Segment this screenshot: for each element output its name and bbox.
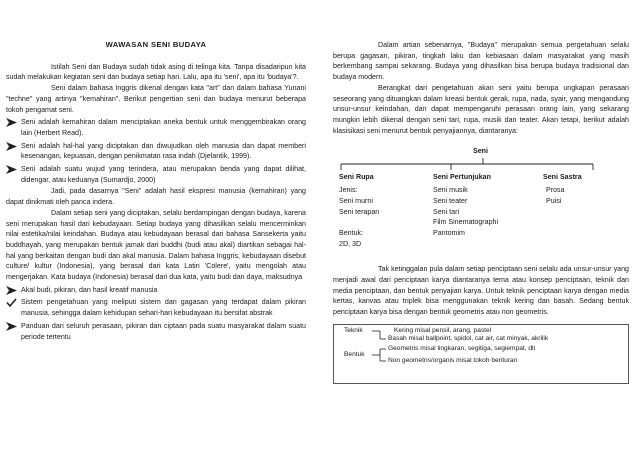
tree-seni-rupa-items: Jenis: Seni murni Seni terapan Bentuk: 2D, 3D <box>339 186 380 248</box>
paragraph-intro: Istilah Seni dan Budaya sudah tidak asing di telinga kita. Tanpa disadaripun kita sudah melakukan kegiatan seni dan budaya setiap hari. Lalu, apa itu 'seni', apa itu 'budaya'?. <box>6 62 306 82</box>
right-column <box>333 40 629 384</box>
arrow-bullet-icon <box>6 286 17 295</box>
teknik-kering: Kering misal pensil, arang, pastel <box>394 326 492 334</box>
paragraph-budaya: Dalam setiap seni yang diciptakan, selalu berdampingan dengan budaya, karena seni merupakan hasil dari kebudayaan. Setiap budaya yang dihasilkan selalu mencerminkan nilai estetika/nilai keindahan. Budaya atau kebudayaan berasal dari bahasa Sansekerta yaitu buddhayah, yang merupakan bentuk jamak dari buddhi (budi atau akal) diartikan sebagai hal-hal yang berkaitan dengan budi dan akal manusia. Dalam bahasa Inggris, kebudayaan disebut culture/ kultur (Indonesia), yang berasal dari kata Latin 'Colere', yaitu mengolah atau mengerjakan. Kata budaya (Indonesia) berasal dari dua kata, yaitu budi dan daya, maksudnya <box>6 208 306 282</box>
bullet-sumardjo: Seni adalah suatu wujud yang terindera, atau merupakan benda yang dapat dilihat, didengar, atau keduanya (Sumardjo, 2000) <box>6 164 306 185</box>
tree-seni-sastra: Seni Sastra <box>543 173 582 182</box>
tree-seni-pertunjukan: Seni Pertunjukan <box>433 173 491 182</box>
paragraph-unsur-penciptaan: Tak ketinggalan pula dalam setiap penciptaan seni selalu ada unsur-unsur yang menjadi awal dari penciptaan karya diantaranya tema atau konsep penciptaan, teknik dan media penciptaan, dan bentuk penyajian karya. Untuk teknik penciptaan karya dengan media kertas, kanvas atau triplek bisa menggunakan teknik kering dan basah. Sedang bentuk penciptaan karya bisa dengan bentuk geometris atau non geometris. <box>333 265 629 317</box>
tree-seni-pertunjukan-items: Seni musik Seni teater Seni tari Film Sinematographi Pantomim <box>433 186 499 238</box>
bentuk-non-geometris: Non geometris/organis misal tokoh berituran <box>388 356 518 364</box>
bullet-sistem-pengetahuan: Sistem pengetahuan yang meliputi sistem dari gagasan yang terdapat dalam pikiran manusia, sehingga dalam kehidupan sehari-hari kebudayaan itu bersifat abstrak <box>6 297 306 318</box>
label-bentuk: Bentuk <box>344 350 365 358</box>
bentuk-geometris: Geometris misal lingkaran, segitiga, segiempat, dll <box>388 344 535 352</box>
arrow-bullet-icon <box>6 142 17 151</box>
paragraph-klasifikasi: Berangkat dari pengetahuan akan seni yaitu berupa ungkapan perasaan seseorang yang dituangkan dalam kreasi bentuk gerak, rupa, nada, syair, yang mengandung unsur-unsur keindahan, dan dapat mempengaruhi perasaan orang lain, yang sekarang mungkin lebih dikenal dengan seni tari, rupa, musik dan teater. Akan tetapi, berikut adalah klasisikasi seni menurut bentuk penyajiannya, diantaranya: <box>333 83 629 135</box>
left-column <box>6 40 306 343</box>
tree-seni-sastra-items: Prosa Puisi <box>546 186 565 206</box>
checkmark-bullet-icon <box>6 298 17 307</box>
arrow-bullet-icon <box>6 118 17 127</box>
paragraph-definition: Seni dalam bahasa Inggris dikenal dengan kata "art" dan dalam bahasa Yunani "techne" yang artinya "kemahiran". Berikut pengertian seni dan budaya menurut beberapa tokoh pengamat seni. <box>6 84 306 114</box>
document-title: WAWASAN SENI BUDAYA <box>105 40 207 49</box>
tree-seni-rupa: Seni Rupa <box>339 173 374 182</box>
seni-classification-diagram <box>333 144 629 284</box>
arrow-bullet-icon <box>6 322 17 331</box>
paragraph-conclusion: Jadi, pada dasarnya "Seni" adalah hasil ekspresi manusia (kemahiran) yang dapat dinikmati oleh panca indera. <box>6 187 306 207</box>
paragraph-arti-budaya: Dalam artian sebenarnya, "Budaya" merupakan semua pergetahuan selalu berupa gagasan, pikiran, tingkah laku dan kebiasaan dalam masyarakat yang masih berkembang sampai sekarang. Budaya yang dihasilkan bisa berupa budaya tradisional dan budaya modern. <box>333 41 629 82</box>
bullet-herbert-read: Seni adalah kemahiran dalam menciptakan aneka bentuk untuk menggembirakan orang lain (Herbert Read). <box>6 117 306 138</box>
bullet-akal-budi: Akal budi, pikiran, dan hasil kreatif manusia <box>6 285 306 296</box>
teknik-basah: Basah misal ballpoint, spidol, cat air, cat minyak, akrilik <box>388 334 549 342</box>
arrow-bullet-icon <box>6 165 17 174</box>
label-teknik: Teknik <box>344 326 363 334</box>
technique-form-box <box>333 324 629 384</box>
tree-root-seni: Seni <box>473 147 488 156</box>
bullet-djelantik: Seni adalah hal-hal yang diciptakan dan diwujudkan oleh manusia dan dapat memberi kesenangan, kepuasan, dengan penikmatan rasa indah (Djelantik, 1999). <box>6 141 306 162</box>
bullet-panduan: Panduan dari seluruh perasaan, pikiran dan ciptaan pada suatu masyarakat dalam suatu periode tertentu <box>6 321 306 342</box>
